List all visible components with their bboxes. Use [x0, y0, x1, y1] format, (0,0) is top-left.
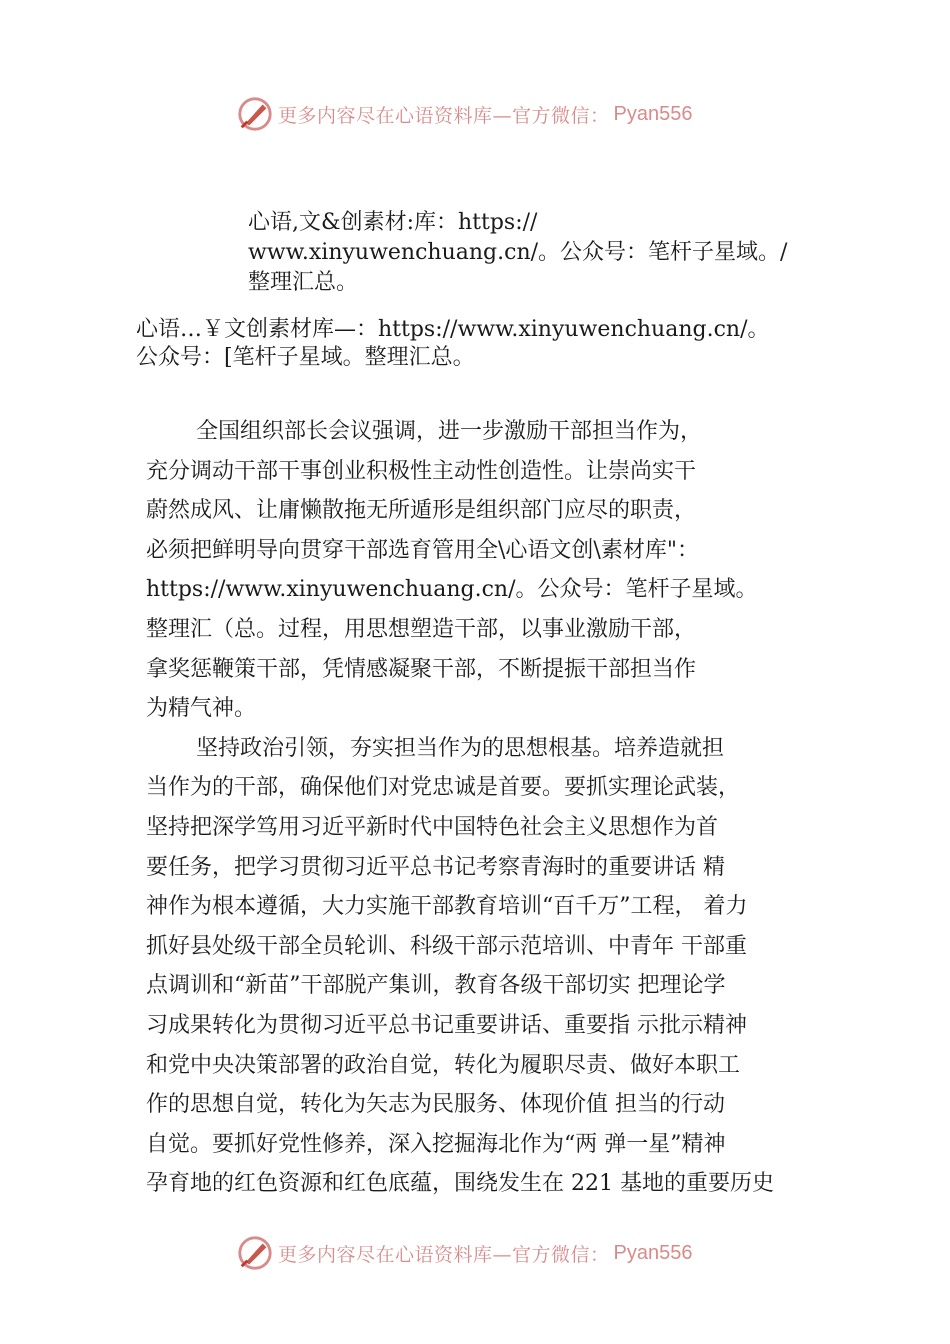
banner-text: 更多内容尽在心语资料库—官方微信： [278, 104, 610, 127]
pen-logo-icon [236, 95, 274, 133]
paragraph-line: 习成果转化为贯彻习近平总书记重要讲话、重要指 示批示精神 [146, 1012, 747, 1038]
paragraph-line: 为精气神。 [146, 696, 257, 722]
paragraph-line: 自觉。要抓好党性修养，深入挖掘海北作为“两 弹一星”精神 [146, 1131, 726, 1157]
paragraph-line: 要任务，把学习贯彻习近平总书记考察青海时的重要讲话 精 [146, 854, 725, 880]
banner-wechat-id: Pyan556 [613, 1241, 693, 1264]
paragraph-line: https://www.xinyuwenchuang.cn/。公众号：笔杆子星域。 [146, 577, 758, 603]
paragraph-line: 作的思想自觉，转化为矢志为民服务、体现价值 担当的行动 [146, 1092, 725, 1118]
paragraph-line: 蔚然成风、让庸懒散拖无所遁形是组织部门应尽的职责， [146, 498, 697, 524]
source-note-line: 整理汇总。 [248, 270, 359, 295]
source-note-line: www.xinyuwenchuang.cn/。公众号：笔杆子星域。/ [248, 240, 788, 265]
paragraph-line: 拿奖惩鞭策干部，凭情感凝聚干部，不断提振干部担当作 [146, 656, 697, 682]
paragraph-line: 坚持政治引领，夯实担当作为的思想根基。培养造就担 [196, 735, 725, 761]
banner-text: 更多内容尽在心语资料库—官方微信： [278, 1243, 610, 1266]
paragraph-line: 点调训和“新苗”干部脱产集训，教育各级干部切实 把理论学 [146, 973, 726, 999]
paragraph-line: 神作为根本遵循，大力实施干部教育培训“百千万”工程， 着力 [146, 894, 748, 920]
source-note-line: 心语,文&创素材:库：https:// [248, 210, 538, 235]
pen-logo-icon [236, 1234, 274, 1272]
paragraph-line: 全国组织部长会议强调，进一步激励干部担当作为， [196, 419, 703, 444]
source-note-line: 公众号：[笔杆子星域。整理汇总。 [136, 345, 475, 370]
paragraph-line: 坚持把深学笃用习近平新时代中国特色社会主义思想作为首 [146, 814, 719, 840]
paragraph-line: 当作为的干部，确保他们对党忠诚是首要。要抓实理论武装， [146, 775, 741, 801]
article-body [146, 412, 836, 1204]
header-watermark-banner [236, 94, 756, 134]
paragraph-line: 充分调动干部干事创业积极性主动性创造性。让崇尚实干 [146, 458, 697, 484]
source-note-line: 心语…￥文创素材库—：https://www.xinyuwenchuang.cn/。 [136, 317, 770, 342]
source-note-block-2 [136, 316, 836, 372]
paragraph-line: 必须把鲜明导向贯穿干部选育管用全\心语文创\素材库"： [146, 537, 699, 563]
paragraph-line: 整理汇（总。过程，用思想塑造干部，以事业激励干部， [146, 616, 697, 642]
paragraph-line: 抓好县处级干部全员轮训、科级干部示范培训、中青年 干部重 [146, 933, 747, 959]
paragraph-line: 和党中央决策部署的政治自觉，转化为履职尽责、做好本职工 [146, 1052, 741, 1078]
footer-watermark-banner [236, 1233, 756, 1273]
paragraph-line: 孕育地的红色资源和红色底蕴，围绕发生在 221 基地的重要历史 [146, 1171, 774, 1197]
source-note-block [248, 208, 848, 298]
banner-wechat-id: Pyan556 [613, 102, 693, 125]
